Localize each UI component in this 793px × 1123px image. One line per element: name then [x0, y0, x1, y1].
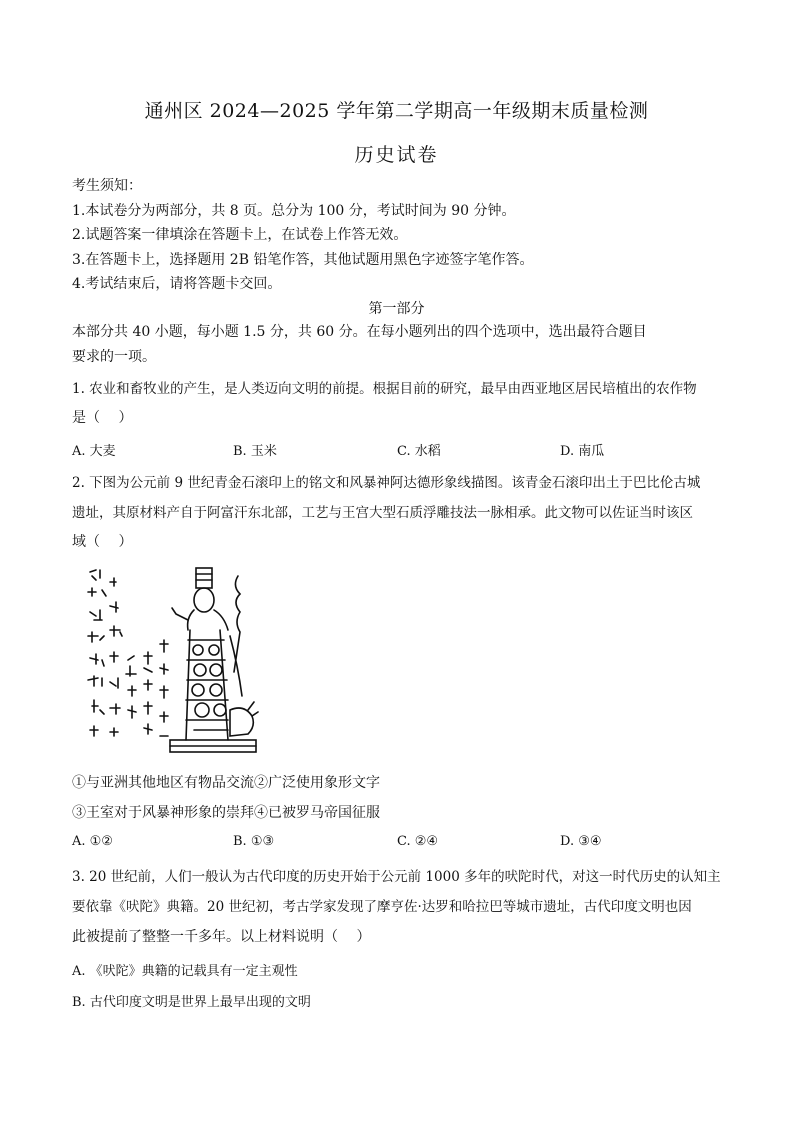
- q2-stem-line-3: 域（ ）: [72, 534, 133, 550]
- notice-item-2: 2.试题答案一律填涂在答题卡上，在试卷上作答无效。: [72, 227, 408, 243]
- q2-option-a: A. ①②: [72, 834, 113, 849]
- q1-option-b: B. 玉米: [233, 444, 277, 459]
- q2-stem-line-2: 遗址，其原材料产自于阿富汗东北部，工艺与王宫大型石质浮雕技法一脉相承。此文物可以佐证当时该区: [72, 505, 693, 521]
- cylinder-seal-drawing: [70, 560, 260, 760]
- q1-stem-line-2: 是（ ）: [72, 410, 133, 426]
- q3-stem-line-2: 要依靠《吠陀》典籍。20 世纪初，考古学家发现了摩亨佐·达罗和哈拉巴等城市遗址，古代印度文明也因: [72, 899, 692, 915]
- storm-god-figure: [170, 568, 258, 752]
- q3-stem-line-3: 此被提前了整整一千多年。以上材料说明（ ）: [72, 929, 371, 945]
- q2-option-b: B. ①③: [233, 834, 275, 849]
- notice-item-1: 1.本试卷分为两部分，共 8 页。总分为 100 分，考试时间为 90 分钟。: [72, 203, 516, 219]
- inscription-left: [88, 570, 122, 736]
- part-intro-line-1: 本部分共 40 小题，每小题 1.5 分，共 60 分。在每小题列出的四个选项中，选出最符合题目: [72, 324, 647, 340]
- q2-stem-line-1: 2. 下图为公元前 9 世纪青金石滚印上的铭文和风暴神阿达德形象线描图。该青金石滚印出土于巴比伦古城: [72, 475, 701, 491]
- q1-option-c: C. 水稻: [397, 444, 441, 459]
- q2-statements-line-2: ③王室对于风暴神形象的崇拜④已被罗马帝国征服: [72, 805, 380, 821]
- exam-subject: 历史试卷: [354, 144, 439, 166]
- part-heading: 第一部分: [368, 301, 425, 317]
- exam-title: 通州区 2024—2025 学年第二学期高一年级期末质量检测: [144, 100, 649, 122]
- notice-heading: 考生须知：: [72, 178, 142, 194]
- q3-option-b: B. 古代印度文明是世界上最早出现的文明: [72, 995, 311, 1010]
- inscription-right: [126, 640, 168, 736]
- part-intro-line-2: 要求的一项。: [72, 349, 156, 365]
- q1-option-a: A. 大麦: [72, 444, 116, 459]
- q2-option-d: D. ③④: [560, 834, 602, 849]
- q3-stem-line-1: 3. 20 世纪前，人们一般认为古代印度的历史开始于公元前 1000 多年的吠陀时代，对这一时代历史的认知主: [72, 869, 721, 885]
- notice-item-4: 4.考试结束后，请将答题卡交回。: [72, 276, 282, 292]
- q1-stem-line-1: 1. 农业和畜牧业的产生，是人类迈向文明的前提。根据目前的研究，最早由西亚地区居民培植出的农作物: [72, 381, 697, 397]
- q1-option-d: D. 南瓜: [560, 444, 605, 459]
- q2-option-c: C. ②④: [397, 834, 439, 849]
- q3-option-a: A. 《吠陀》典籍的记载具有一定主观性: [72, 964, 298, 979]
- q2-statements-line-1: ①与亚洲其他地区有物品交流②广泛使用象形文字: [72, 775, 380, 791]
- notice-item-3: 3.在答题卡上，选择题用 2B 铅笔作答，其他试题用黑色字迹签字笔作答。: [72, 252, 534, 268]
